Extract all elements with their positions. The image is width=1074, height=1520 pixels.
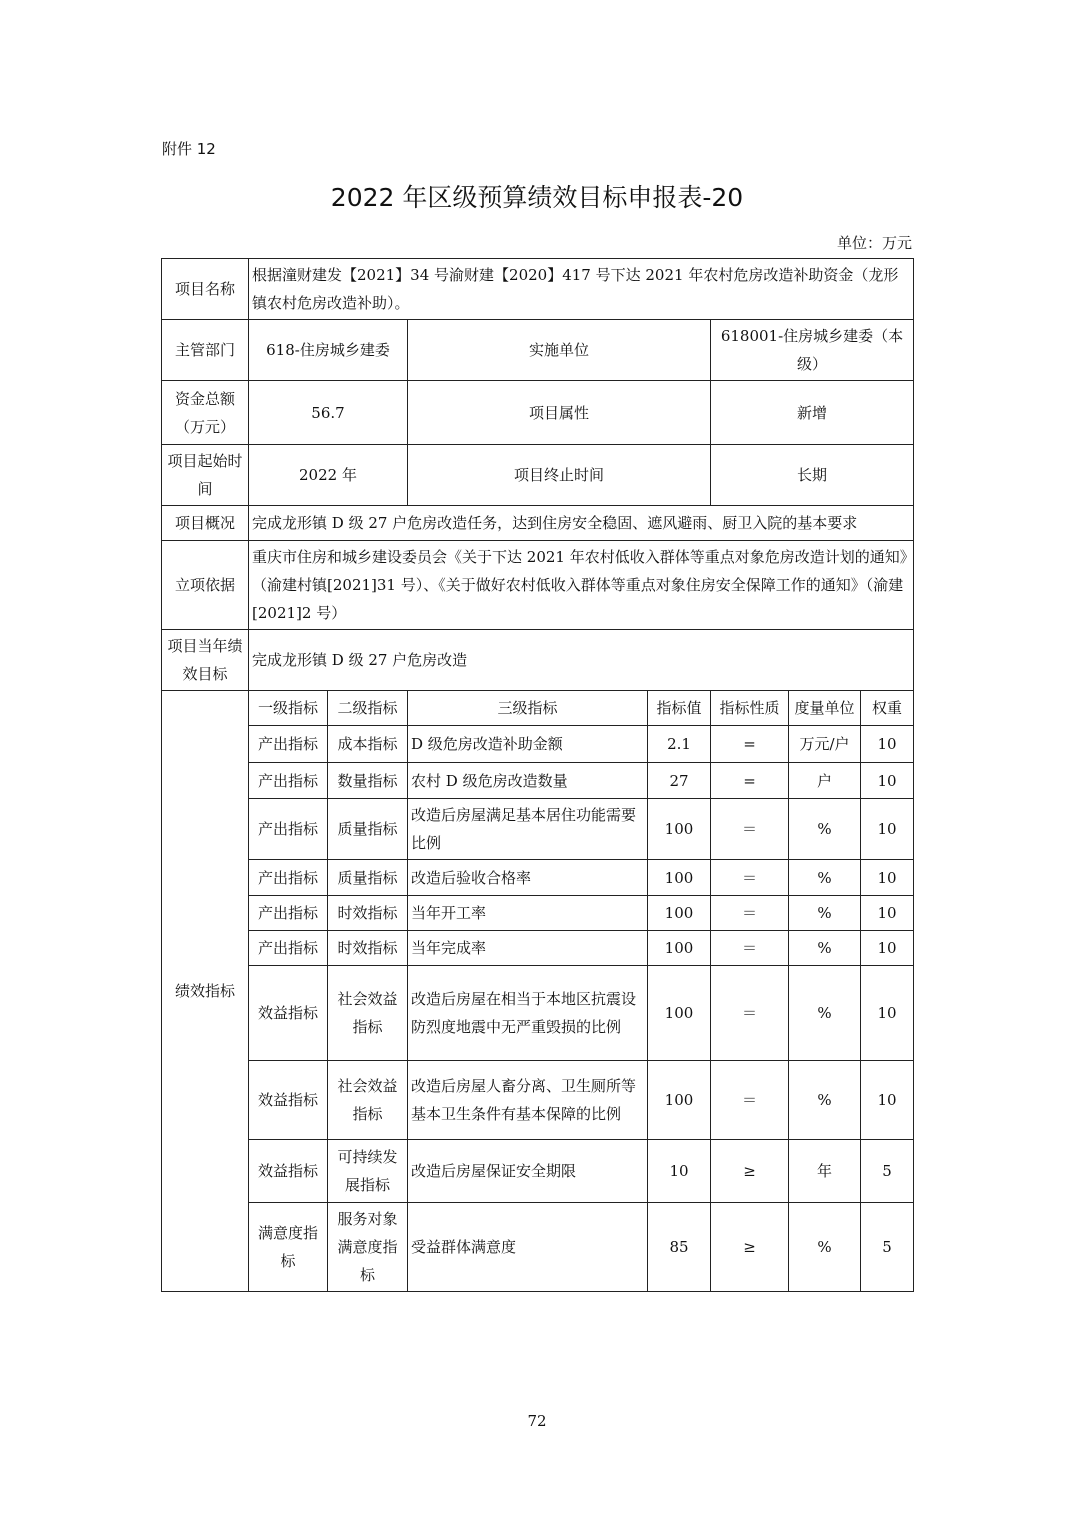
fund-value: 56.7 xyxy=(249,381,408,445)
weight-cell: 10 xyxy=(861,726,914,763)
weight-cell: 10 xyxy=(861,1061,914,1140)
perf-header-cell: 二级指标 xyxy=(328,691,408,726)
value-cell: 85 xyxy=(648,1203,711,1292)
table-row xyxy=(162,1140,914,1203)
value-cell: 100 xyxy=(648,931,711,966)
level3-cell: 受益群体满意度 xyxy=(408,1203,648,1292)
table-row xyxy=(162,966,914,1061)
page-title: 2022 年区级预算绩效目标申报表-20 xyxy=(330,183,744,212)
level2-cell: 质量指标 xyxy=(328,799,408,860)
level2-cell: 数量指标 xyxy=(328,763,408,799)
level2-cell: 成本指标 xyxy=(328,726,408,763)
unit-cell: % xyxy=(789,860,861,896)
page-number: 72 xyxy=(527,1412,547,1430)
perf-header-cell: 指标性质 xyxy=(711,691,789,726)
level3-cell: 改造后房屋人畜分离、卫生厕所等基本卫生条件有基本保障的比例 xyxy=(408,1061,648,1140)
level2-cell: 服务对象满意度指标 xyxy=(328,1203,408,1292)
nature-cell: ＝ xyxy=(711,860,789,896)
unit-cell: % xyxy=(789,799,861,860)
weight-cell: 10 xyxy=(861,931,914,966)
level3-cell: 改造后房屋保证安全期限 xyxy=(408,1140,648,1203)
attachment-label: 附件 12 xyxy=(162,140,216,158)
perf-label: 绩效指标 xyxy=(162,691,249,1292)
unit-cell: % xyxy=(789,896,861,931)
nature-cell: ＝ xyxy=(711,896,789,931)
nature-cell: ＝ xyxy=(711,966,789,1061)
unit-cell: % xyxy=(789,931,861,966)
value-cell: 27 xyxy=(648,763,711,799)
level3-cell: 改造后房屋在相当于本地区抗震设防烈度地震中无严重毁损的比例 xyxy=(408,966,648,1061)
budget-table xyxy=(161,258,914,1292)
level1-cell: 产出指标 xyxy=(249,860,328,896)
level2-cell: 社会效益指标 xyxy=(328,1061,408,1140)
nature-cell: ≥ xyxy=(711,1203,789,1292)
goal-value: 完成龙形镇 D 级 27 户危房改造 xyxy=(249,630,914,691)
end-value: 长期 xyxy=(711,445,914,506)
level2-cell: 时效指标 xyxy=(328,896,408,931)
level1-cell: 效益指标 xyxy=(249,1140,328,1203)
weight-cell: 10 xyxy=(861,860,914,896)
row-overview xyxy=(162,506,914,541)
project-name-value: 根据潼财建发【2021】34 号渝财建【2020】417 号下达 2021 年农村危房改造补助资金（龙形镇农村危房改造补助）。 xyxy=(249,259,914,320)
value-cell: 2.1 xyxy=(648,726,711,763)
table-row xyxy=(162,896,914,931)
goal-label: 项目当年绩效目标 xyxy=(162,630,249,691)
value-cell: 100 xyxy=(648,799,711,860)
unit-cell: % xyxy=(789,1061,861,1140)
impl-value: 618001-住房城乡建委（本级） xyxy=(711,320,914,381)
dept-label: 主管部门 xyxy=(162,320,249,381)
level3-cell: 农村 D 级危房改造数量 xyxy=(408,763,648,799)
end-label: 项目终止时间 xyxy=(408,445,711,506)
unit-cell: 万元/户 xyxy=(789,726,861,763)
perf-header-cell: 权重 xyxy=(861,691,914,726)
level3-cell: D 级危房改造补助金额 xyxy=(408,726,648,763)
level1-cell: 产出指标 xyxy=(249,931,328,966)
value-cell: 100 xyxy=(648,966,711,1061)
row-dept xyxy=(162,320,914,381)
perf-header-cell: 度量单位 xyxy=(789,691,861,726)
perf-header-row xyxy=(162,691,914,726)
weight-cell: 5 xyxy=(861,1203,914,1292)
dept-value: 618-住房城乡建委 xyxy=(249,320,408,381)
value-cell: 100 xyxy=(648,1061,711,1140)
basis-label: 立项依据 xyxy=(162,541,249,630)
level2-cell: 可持续发展指标 xyxy=(328,1140,408,1203)
value-cell: 100 xyxy=(648,896,711,931)
start-value: 2022 年 xyxy=(249,445,408,506)
start-label: 项目起始时间 xyxy=(162,445,249,506)
table-row xyxy=(162,931,914,966)
value-cell: 100 xyxy=(648,860,711,896)
level3-cell: 当年开工率 xyxy=(408,896,648,931)
table-row xyxy=(162,860,914,896)
weight-cell: 10 xyxy=(861,966,914,1061)
value-cell: 10 xyxy=(648,1140,711,1203)
table-row xyxy=(162,726,914,763)
nature-cell: = xyxy=(711,763,789,799)
level1-cell: 产出指标 xyxy=(249,763,328,799)
level3-cell: 改造后验收合格率 xyxy=(408,860,648,896)
attr-value: 新增 xyxy=(711,381,914,445)
perf-header-cell: 三级指标 xyxy=(408,691,648,726)
weight-cell: 10 xyxy=(861,896,914,931)
unit-cell: 户 xyxy=(789,763,861,799)
nature-cell: = xyxy=(711,726,789,763)
level1-cell: 满意度指标 xyxy=(249,1203,328,1292)
project-name-label: 项目名称 xyxy=(162,259,249,320)
perf-header-cell: 指标值 xyxy=(648,691,711,726)
unit-cell: 年 xyxy=(789,1140,861,1203)
row-basis xyxy=(162,541,914,630)
row-time xyxy=(162,445,914,506)
table-row xyxy=(162,1203,914,1292)
level3-cell: 当年完成率 xyxy=(408,931,648,966)
nature-cell: ＝ xyxy=(711,931,789,966)
overview-label: 项目概况 xyxy=(162,506,249,541)
row-project-name xyxy=(162,259,914,320)
level1-cell: 产出指标 xyxy=(249,799,328,860)
level1-cell: 效益指标 xyxy=(249,1061,328,1140)
level1-cell: 产出指标 xyxy=(249,726,328,763)
table-row xyxy=(162,799,914,860)
weight-cell: 5 xyxy=(861,1140,914,1203)
unit-cell: % xyxy=(789,966,861,1061)
level2-cell: 质量指标 xyxy=(328,860,408,896)
weight-cell: 10 xyxy=(861,799,914,860)
level1-cell: 产出指标 xyxy=(249,896,328,931)
unit-cell: % xyxy=(789,1203,861,1292)
impl-label: 实施单位 xyxy=(408,320,711,381)
level1-cell: 效益指标 xyxy=(249,966,328,1061)
table-row xyxy=(162,763,914,799)
nature-cell: ＝ xyxy=(711,1061,789,1140)
overview-value: 完成龙形镇 D 级 27 户危房改造任务，达到住房安全稳固、遮风避雨、厨卫入院的基本要求 xyxy=(249,506,914,541)
fund-label: 资金总额（万元） xyxy=(162,381,249,445)
level3-cell: 改造后房屋满足基本居住功能需要比例 xyxy=(408,799,648,860)
unit-label: 单位：万元 xyxy=(836,234,912,252)
table-row xyxy=(162,1061,914,1140)
attr-label: 项目属性 xyxy=(408,381,711,445)
row-fund xyxy=(162,381,914,445)
level2-cell: 时效指标 xyxy=(328,931,408,966)
basis-value: 重庆市住房和城乡建设委员会《关于下达 2021 年农村低收入群体等重点对象危房改造计划的通知》（渝建村镇[2021]31 号）、《关于做好农村低收入群体等重点对象住房安全保障工作的通知》（渝建[2021]2 号） xyxy=(249,541,914,630)
perf-header-cell: 一级指标 xyxy=(249,691,328,726)
weight-cell: 10 xyxy=(861,763,914,799)
row-goal xyxy=(162,630,914,691)
nature-cell: ≥ xyxy=(711,1140,789,1203)
level2-cell: 社会效益指标 xyxy=(328,966,408,1061)
nature-cell: ＝ xyxy=(711,799,789,860)
